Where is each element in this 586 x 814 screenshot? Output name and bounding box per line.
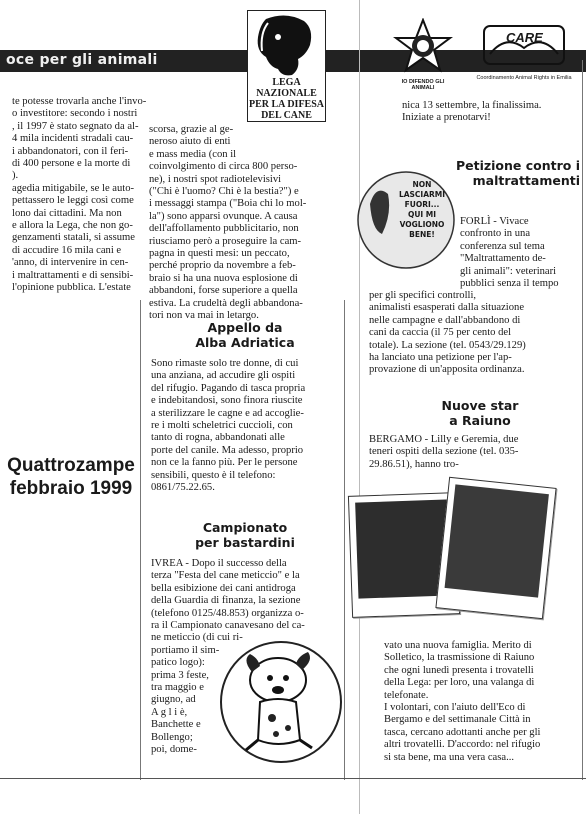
text-line: l'opinione pubblica. L'estate	[12, 282, 131, 294]
petizione-body-top	[460, 216, 578, 290]
section-label: oce per gli animali	[6, 52, 158, 68]
text-line: nica 13 settembre, la finalissima.	[402, 100, 542, 111]
text-line: una anziana, ad accudire gli ospiti	[151, 370, 296, 382]
text-line: del rifugio. Pagando di tasca propria	[151, 382, 306, 394]
petizione-body-bottom	[369, 290, 578, 377]
care-logo-caption: Coordinamento Animal Rights in Emilia	[476, 75, 572, 81]
bottom-rule	[0, 778, 586, 779]
text-line: altri trovatelli. D'accordo: nel rifugio	[384, 739, 541, 751]
text-line: per gli specifici controlli,	[369, 290, 477, 301]
text-line: agedia mitigabile, se le auto-	[12, 182, 135, 194]
text-line: I volontari, con l'aiuto dell'Eco di	[384, 702, 526, 714]
text-line: di 400 persone e la morte di	[12, 158, 131, 170]
text-line: tanto di rogna, abbandonati alle	[151, 432, 285, 444]
dog-head-icon	[248, 11, 325, 81]
stamp-line: febbraio 1999	[9, 478, 133, 499]
text-line: si sta bene, ma una vera casa...	[384, 751, 515, 763]
text-line: sensibili, questo è il telefono:	[151, 469, 276, 481]
text-line: pettassero le leggi così come	[12, 195, 134, 207]
text-line: tori non va mai in letargo.	[149, 310, 259, 322]
nuove-star-body-top	[369, 434, 578, 471]
text-line: coinvolgimento di circa 800 perso-	[149, 161, 298, 173]
text-line: 'anno, di intervenire in cen-	[12, 257, 129, 269]
text-line: terza "Festa del cane meticcio" e la	[151, 570, 300, 582]
text-line: della Lega: per loro, una valanga di	[384, 677, 535, 689]
text-line: i abbandonatori, con il feri-	[12, 145, 129, 157]
petizione-heading: Petizione contro i maltrattamenti	[455, 158, 580, 188]
text-line: a sterilizzare le cagne e ad accoglie-	[151, 407, 304, 419]
text-line: te potesse trovarla anche l'invo-	[12, 96, 147, 107]
text-line: gli animali": veterinari	[460, 265, 557, 277]
text-line: conferenza sul tema	[460, 240, 545, 252]
star-logo-caption: IO DIFENDO GLI ANIMALI	[401, 79, 445, 91]
text-line: Solletico, la trasmissione di Raiuno	[384, 652, 535, 664]
article-col1	[12, 96, 147, 295]
text-line: dell'affollamento pubblicitario, non	[149, 223, 299, 235]
text-line: Sono rimaste solo tre donne, di cui	[151, 358, 299, 369]
text-line: 4 mila incidenti stradali cau-	[12, 133, 134, 145]
text-line: 29.86.51), hanno tro-	[369, 458, 459, 470]
io-difendo-logo	[390, 18, 456, 91]
appello-heading: Appello da Alba Adriatica	[195, 320, 295, 350]
star-badge-icon	[390, 18, 456, 74]
text-line: e allora la Lega, che non go-	[12, 220, 133, 232]
text-line: e indebitandosi, sono finora riuscite	[151, 395, 303, 407]
text-line: "Maltrattamento de-	[460, 253, 546, 265]
cartoon-dog-icon	[216, 636, 346, 764]
text-line: animalisti esasperati dalla situazione	[369, 302, 525, 314]
text-line: e mass media (con il	[149, 148, 237, 160]
text-line: i maltrattamenti e di sensibi-	[12, 269, 134, 281]
text-line: patico logo):	[151, 657, 205, 669]
petizione-badge	[356, 164, 456, 274]
text-line: cani da caccia (il 75 per cento del	[369, 327, 512, 339]
text-line: prima 3 feste,	[151, 669, 209, 681]
text-line: Iniziate a prenotarvi!	[402, 112, 491, 124]
text-line: di accudire 16 mila cani e	[12, 244, 122, 256]
text-line: bella esibizione dei cani antidroga	[151, 582, 296, 594]
care-logo-text: CARE	[506, 30, 543, 45]
text-line: , il 1997 è stato segnato da al-	[12, 120, 139, 132]
text-line: che ogni lunedì presenta i trovatelli	[384, 664, 534, 676]
text-line: lono dai cittadini. Ma non	[12, 207, 122, 219]
text-line: totale). La sezione (tel. 0543/29.129)	[369, 339, 526, 351]
text-line: abbandoni, forse superiore a quella	[149, 285, 298, 297]
text-line: re i molti scheletrici cuccioli, con	[151, 420, 293, 432]
column-rule	[140, 300, 141, 780]
text-line: pagna in questi mesi: un peccato,	[149, 248, 290, 260]
publication-stamp	[2, 454, 140, 500]
col3-continuation	[402, 100, 578, 125]
stamp-line: Quattrozampe	[7, 455, 135, 476]
text-line: ne meticcio (di cui ri-	[151, 632, 243, 644]
text-line: nelle campagne e dall'abbandono di	[369, 314, 521, 326]
text-line: provazione di un'apposita ordinanza.	[369, 364, 525, 376]
photo-dog-white	[435, 477, 556, 620]
text-line: telefonate.	[384, 689, 429, 701]
text-line: portiamo il sim-	[151, 644, 220, 656]
text-line: Bollengo;	[151, 731, 193, 743]
text-line: ra il Campionato canavesano del ca-	[151, 620, 305, 632]
text-line: Banchette e	[151, 719, 201, 731]
badge-text: NON LASCIARMI FUORI... QUI MI VOGLIONO BENE!	[398, 180, 446, 239]
text-line: o investitore: secondo i nostri	[12, 108, 138, 120]
text-line: (telefono 0125/48.853) organizza o-	[151, 607, 304, 619]
text-line: tra maggio e	[151, 682, 204, 694]
text-line: FORLÌ - Vivace	[460, 216, 529, 227]
nuove-star-body-bottom	[384, 640, 578, 764]
text-line: non ce la fanno più. Per le persone	[151, 457, 298, 469]
lega-logo-text: LEGA NAZIONALE PER LA DIFESA DEL CANE	[248, 77, 324, 121]
appello-body	[151, 358, 340, 494]
text-line: A g l i è,	[151, 706, 188, 718]
text-line: ("Chi è l'uomo? Chi è la bestia?") e	[149, 186, 299, 198]
text-line: BERGAMO - Lilly e Geremia, due	[369, 434, 519, 445]
text-line: riusciamo però a proseguire la cam-	[149, 235, 302, 247]
text-line: giugno, ad	[151, 694, 196, 706]
text-line: della Guardia di finanza, la sezione	[151, 595, 301, 607]
text-line: genzamenti statali, si assume	[12, 232, 135, 244]
text-line: poi, dome-	[151, 744, 197, 756]
meticcio-logo	[216, 636, 346, 764]
text-line: Bergamo e del settimanale Città in	[384, 714, 531, 726]
campionato-heading: Campionato per bastardini	[195, 520, 295, 550]
text-line: pubblici senza il tempo	[460, 278, 559, 290]
text-line: ).	[12, 170, 19, 182]
nuove-star-heading: Nuove star a Raiuno	[441, 398, 519, 428]
text-line: tasca, cercano adottanti anche per gli	[384, 726, 541, 738]
article-col2	[149, 124, 343, 323]
text-line: braio si ha una nuova esplosione di	[149, 272, 298, 284]
text-line: scorsa, grazie al ge-	[149, 124, 234, 135]
text-line: la") sono apparsi ovunque. A causa	[149, 210, 298, 222]
page-fold-line	[359, 0, 360, 814]
text-line: i messaggi stampa ("Boia chi lo mol-	[149, 198, 307, 210]
text-line: neroso aiuto di enti	[149, 136, 231, 148]
text-line: estiva. La crudeltà degli abbandona-	[149, 297, 303, 309]
care-logo	[476, 24, 572, 80]
text-line: porte del canile. Ma adesso, proprio	[151, 444, 304, 456]
column-rule	[582, 60, 583, 780]
text-line: confronto in una	[460, 228, 531, 240]
text-line: teneri ospiti della sezione (tel. 035-	[369, 446, 519, 458]
text-line: ha lanciato una petizione per l'ap-	[369, 352, 512, 364]
text-line: ne), i nostri spot radiotelevisivi	[149, 173, 282, 185]
text-line: IVREA - Dopo il successo della	[151, 558, 287, 569]
text-line: perché proprio da novembre a feb-	[149, 260, 296, 272]
text-line: 0861/75.22.65.	[151, 482, 215, 494]
text-line: vato una nuova famiglia. Merito di	[384, 640, 532, 651]
